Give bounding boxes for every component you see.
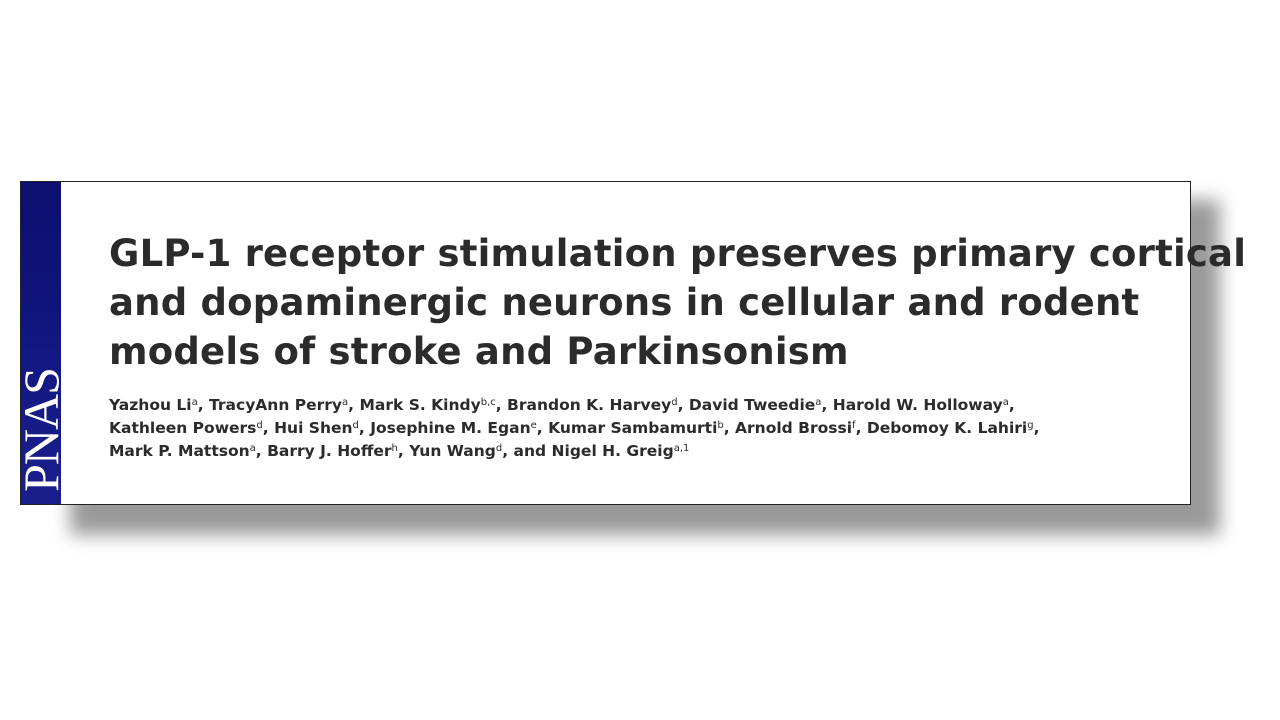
author: Barry J. Hoffer$^h$ — [267, 442, 398, 460]
author: Mark P. Mattson$^a$ — [109, 442, 256, 460]
title-line: models of stroke and Parkinsonism — [109, 330, 849, 373]
article-title — [109, 229, 1247, 376]
author: Kumar Sambamurti$^b$ — [548, 419, 724, 437]
author: Mark S. Kindy$^{b,c}$ — [359, 396, 496, 414]
author: TracyAnn Perry$^a$ — [209, 396, 349, 414]
author: Kathleen Powers$^d$ — [109, 419, 263, 437]
author-line: Yazhou Li$^a$, TracyAnn Perry$^a$, Mark S. Kindy$^{b,c}$, Brandon K. Harvey$^d$, David Tweedie$^a$, Harold W. Holloway$^a$, — [109, 396, 1015, 414]
author-line: Kathleen Powers$^d$, Hui Shen$^d$, Josephine M. Egan$^e$, Kumar Sambamurti$^b$, Arnold Brossi$^f$, Debomoy K. Lahiri$^g$, — [109, 419, 1040, 437]
author: Yazhou Li$^a$ — [109, 396, 198, 414]
author: Debomoy K. Lahiri$^g$ — [866, 419, 1034, 437]
author: Josephine M. Egan$^e$ — [370, 419, 537, 437]
author: Hui Shen$^d$ — [274, 419, 359, 437]
author: Arnold Brossi$^f$ — [735, 419, 856, 437]
title-line: and dopaminergic neurons in cellular and rodent — [109, 281, 1140, 324]
journal-spine — [13, 182, 69, 504]
author: David Tweedie$^a$ — [688, 396, 822, 414]
title-line: GLP-1 receptor stimulation preserves primary cortical — [109, 232, 1247, 275]
author-list — [109, 394, 1179, 463]
author: Harold W. Holloway$^a$ — [832, 396, 1009, 414]
article-header-card — [13, 181, 1247, 505]
author-line: Mark P. Mattson$^a$, Barry J. Hoffer$^h$, Yun Wang$^d$, and Nigel H. Greig$^{a,1}$ — [109, 442, 690, 460]
pnas-logo: PNAS — [13, 368, 69, 492]
author: Brandon K. Harvey$^d$ — [507, 396, 678, 414]
author: Nigel H. Greig$^{a,1}$ — [551, 442, 690, 460]
author: Yun Wang$^d$ — [409, 442, 503, 460]
